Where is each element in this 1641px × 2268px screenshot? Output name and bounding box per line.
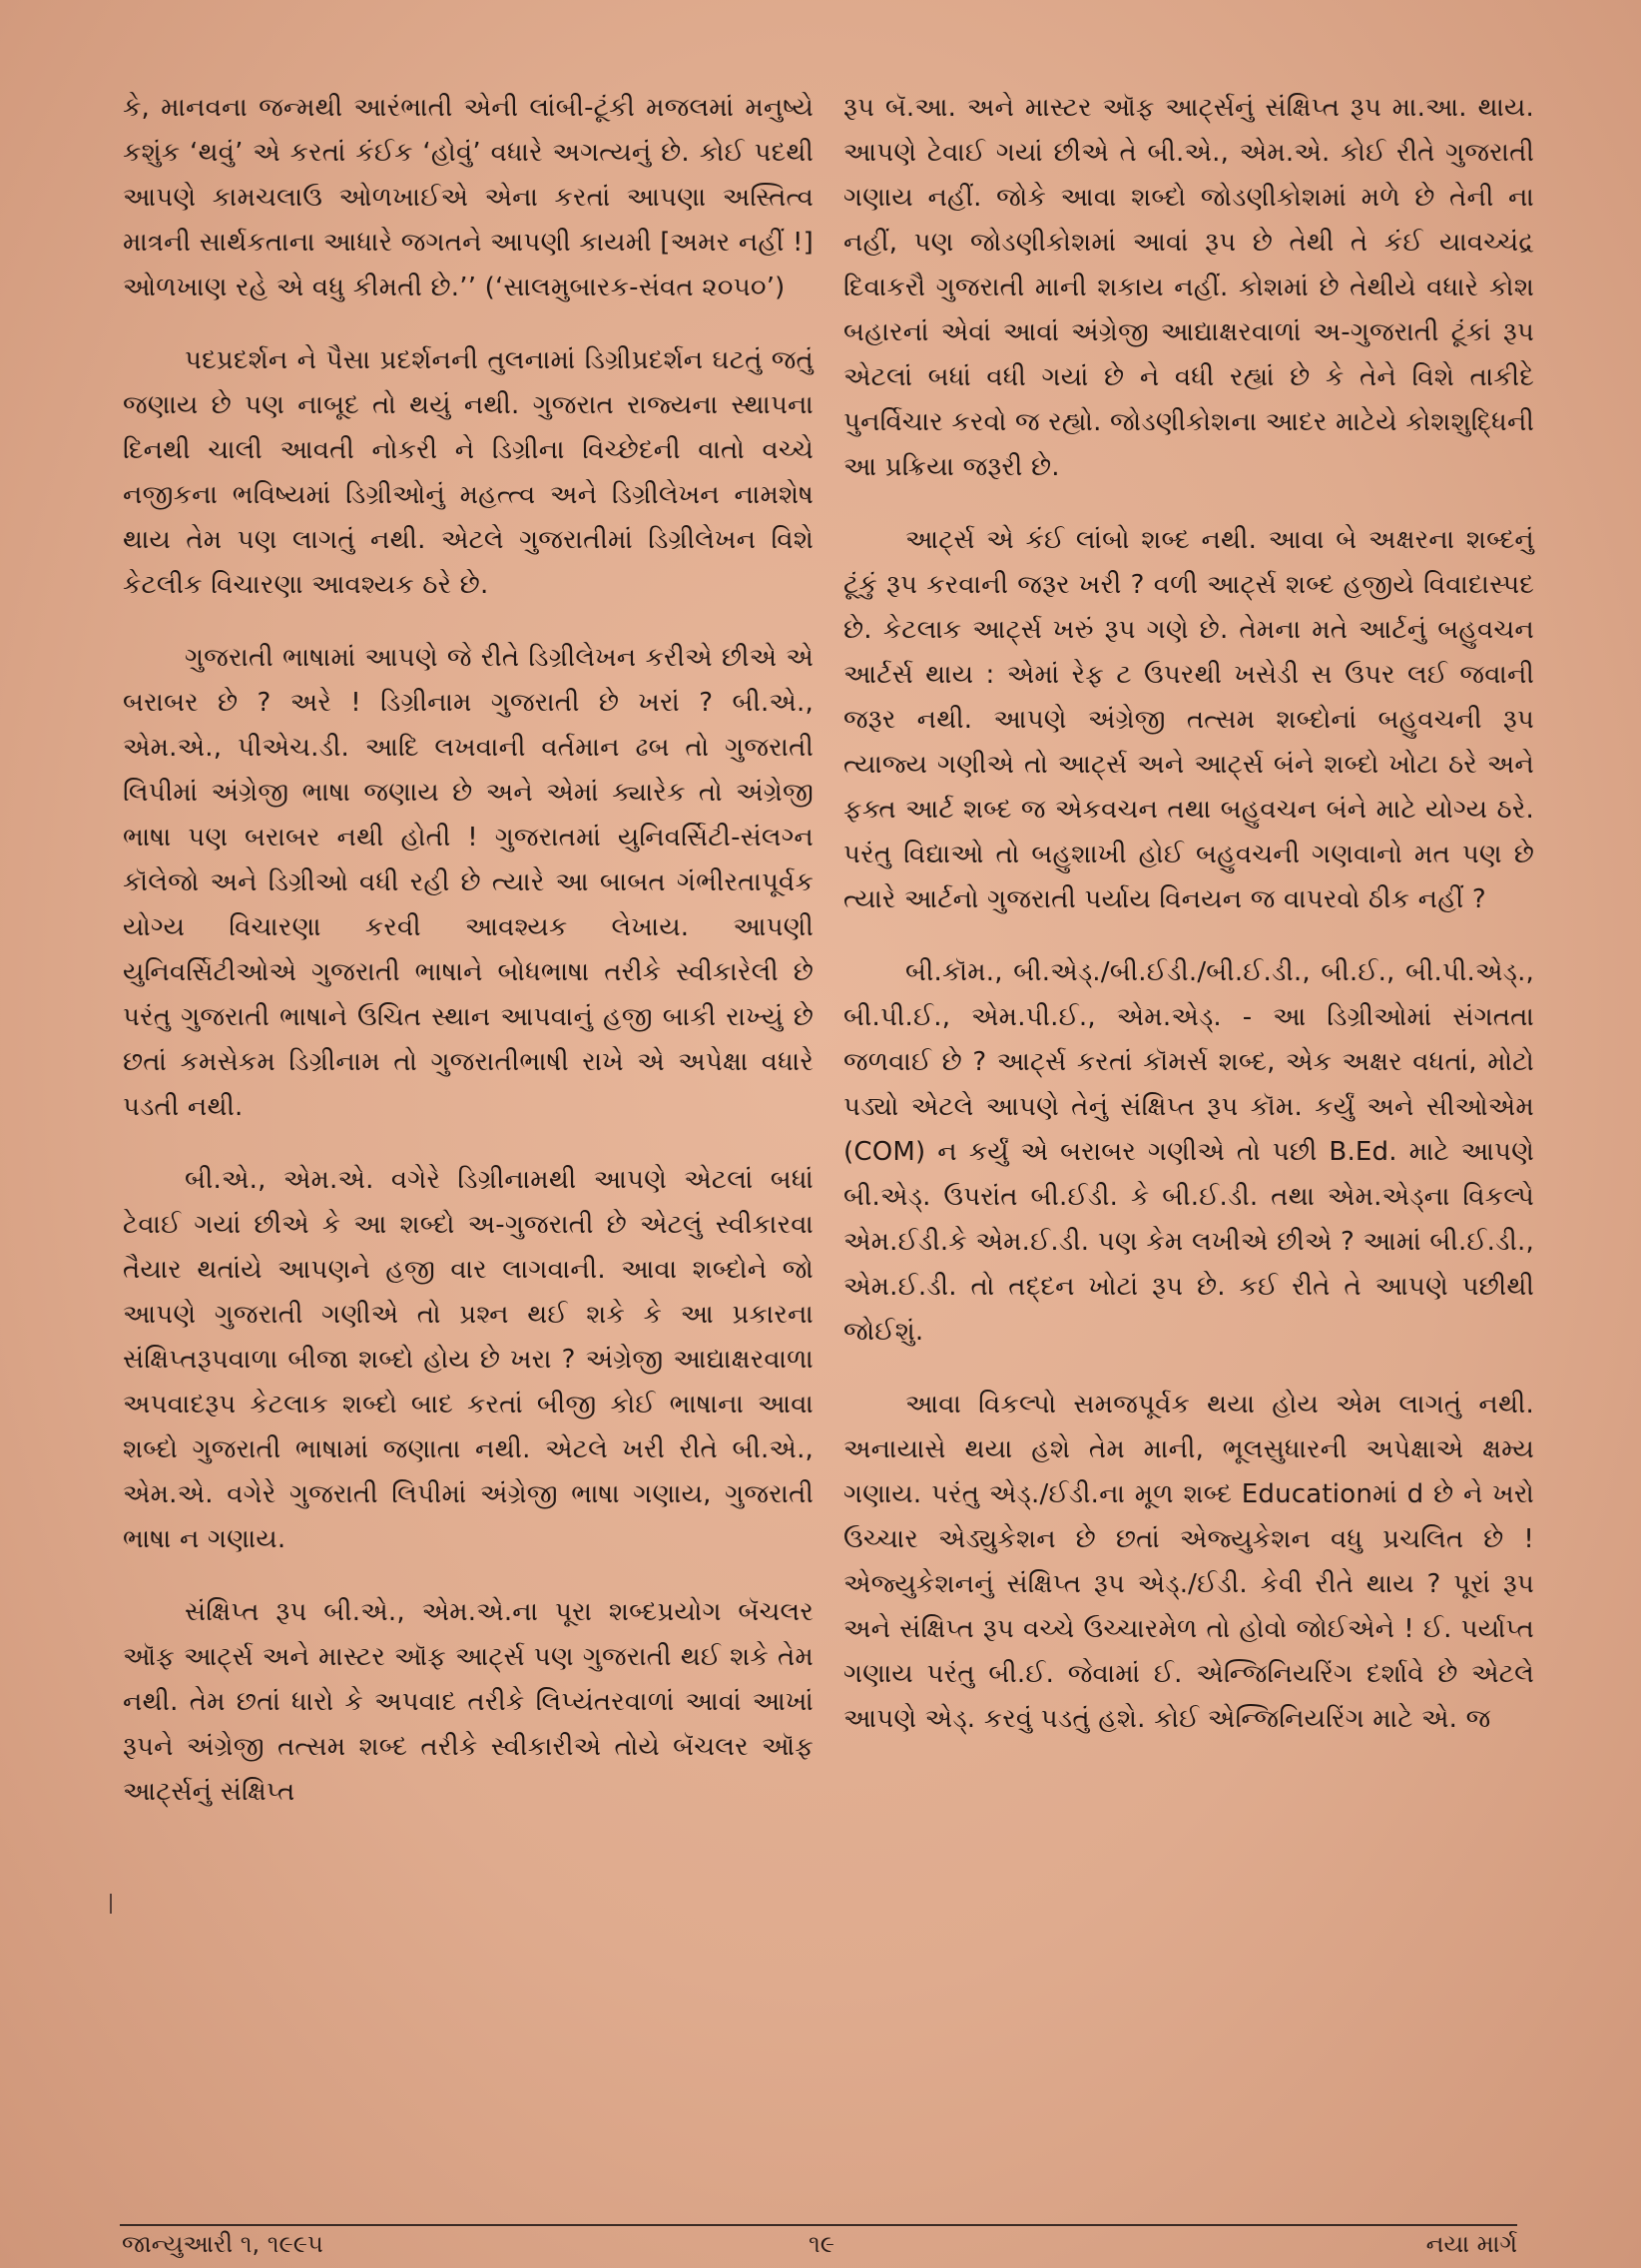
paragraph: કે, માનવના જન્મથી આરંભાતી એની લાંબી-ટૂંકી મજલમાં મનુષ્યે કશુંક ‘થવું’ એ કરતાં કંઈક ‘હોવું’ વધારે અગત્યનું છે. કોઈ પદથી આપણે કામચલાઉ ઓળખાઈએ એના કરતાં આપણા અસ્તિત્વ માત્રની સાર્થકતાના આધારે જગતને આપણી કાયમી [અમર નહીં !] ઓળખાણ રહે એ વધુ કીમતી છે.’’ (‘સાલમુબારક-સંવત ૨૦૫૦’) (123, 93, 814, 302)
paragraph: આર્ટ્સ એ કંઈ લાંબો શબ્દ નથી. આવા બે અક્ષરના શબ્દનું ટૂંકું રૂપ કરવાની જરૂર ખરી ? વળી આર્ટ્સ શબ્દ હજીયે વિવાદાસ્પદ છે. કેટલાક આર્ટ્સ ખરું રૂપ ગણે છે. તેમના મતે આર્ટનું બહુવચન આર્ટર્સ થાય : એમાં રેફ ટ ઉપરથી ખસેડી સ ઉપર લઈ જવાની જરૂર નથી. આપણે અંગ્રેજી તત્સમ શબ્દોનાં બહુવચની રૂપ ત્યાજ્ય ગણીએ તો આર્ટ્સ અને આર્ટ્સ બંને શબ્દો ખોટા ઠરે અને ફક્ત આર્ટ શબ્દ જ એકવચન તથા બહુવચન બંને માટે યોગ્ય ઠરે. પરંતુ વિદ્યાઓ તો બહુશાખી હોઈ બહુવચની ગણવાનો મત પણ છે ત્યારે આર્ટનો ગુજરાતી પર્યાય વિનયન જ વાપરવો ઠીક નહીં ? (843, 525, 1534, 914)
page-number: ૧૯ (809, 2230, 834, 2258)
paragraph: રૂપ બૅ.આ. અને માસ્ટર ઑફ આર્ટ્સનું સંક્ષિપ્ત રૂપ મા.આ. થાય. આપણે ટેવાઈ ગયાં છીએ તે બી.એ., એમ.એ. કોઈ રીતે ગુજરાતી ગણાય નહીં. જોકે આવા શબ્દો જોડણીકોશમાં મળે છે તેની ના નહીં, પણ જોડણીકોશમાં આવાં રૂપ છે તેથી તે કંઈ યાવચ્ચંદ્ર દિવાકરૌ ગુજરાતી માની શકાય નહીં. કોશમાં છે તેથીયે વધારે કોશ બહારનાં એવાં આવાં અંગ્રેજી આદ્યાક્ષરવાળાં અ-ગુજરાતી ટૂંકાં રૂપ એટલાં બધાં વધી ગયાં છે ને વધી રહ્યાં છે કે તેને વિશે તાકીદે પુનર્વિચાર કરવો જ રહ્યો. જોડણીકોશના આદર માટેયે કોશશુદ્ધિની આ પ્રક્રિયા જરૂરી છે. (843, 93, 1534, 482)
margin-mark (110, 1894, 112, 1914)
left-column (123, 86, 814, 1839)
magazine-name: નયા માર્ગ (1425, 2230, 1517, 2258)
footer-date: જાન્યુઆરી ૧, ૧૯૯૫ (122, 2230, 323, 2258)
paragraph: બી.કૉમ., બી.એડ્./બી.ઈડી./બી.ઈ.ડી., બી.ઈ., બી.પી.એડ્., બી.પી.ઈ., એમ.પી.ઈ., એમ.એડ્. - આ ડિગ્રીઓમાં સંગતતા જળવાઈ છે ? આર્ટ્સ કરતાં કૉમર્સ શબ્દ, એક અક્ષર વધતાં, મોટો પડ્યો એટલે આપણે તેનું સંક્ષિપ્ત રૂપ કૉમ. કર્યું અને સીઓએમ (COM) ન કર્યું એ બરાબર ગણીએ તો પછી B.Ed. માટે આપણે બી.એડ્. ઉપરાંત બી.ઈડી. કે બી.ઈ.ડી. તથા એમ.એડ્ના વિકલ્પે એમ.ઈડી.કે એમ.ઈ.ડી. પણ કેમ લખીએ છીએ ? આમાં બી.ઈ.ડી., એમ.ઈ.ડી. તો તદ્દન ખોટાં રૂપ છે. કઈ રીતે તે આપણે પછીથી જોઈશું. (843, 957, 1534, 1347)
paragraph: બી.એ., એમ.એ. વગેરે ડિગ્રીનામથી આપણે એટલાં બધાં ટેવાઈ ગયાં છીએ કે આ શબ્દો અ-ગુજરાતી છે એટલું સ્વીકારવા તૈયાર થતાંયે આપણને હજી વાર લાગવાની. આવા શબ્દોને જો આપણે ગુજરાતી ગણીએ તો પ્રશ્ન થઈ શકે કે આ પ્રકારના સંક્ષિપ્તરૂપવાળા બીજા શબ્દો હોય છે ખરા ? અંગ્રેજી આદ્યાક્ષરવાળા અપવાદરૂપ કેટલાક શબ્દો બાદ કરતાં બીજી કોઈ ભાષાના આવા શબ્દો ગુજરાતી ભાષામાં જણાતા નથી. એટલે ખરી રીતે બી.એ., એમ.એ. વગેરે ગુજરાતી લિપીમાં અંગ્રેજી ભાષા ગણાય, ગુજરાતી ભાષા ન ગણાય. (123, 1165, 814, 1554)
right-column (843, 86, 1534, 1766)
paragraph: સંક્ષિપ્ત રૂપ બી.એ., એમ.એ.ના પૂરા શબ્દપ્રયોગ બૅચલર ઑફ આર્ટ્સ અને માસ્ટર ઑફ આર્ટ્સ પણ ગુજરાતી થઈ શકે તેમ નથી. તેમ છતાં ધારો કે અપવાદ તરીકે લિપ્યંતરવાળાં આવાં આખાં રૂપને અંગ્રેજી તત્સમ શબ્દ તરીકે સ્વીકારીએ તોયે બૅચલર ઑફ આર્ટ્સનું સંક્ષિપ્ત (123, 1597, 814, 1807)
paragraph: આવા વિકલ્પો સમજપૂર્વક થયા હોય એમ લાગતું નથી. અનાયાસે થયા હશે તેમ માની, ભૂલસુધારની અપેક્ષાએ ક્ષમ્ય ગણાય. પરંતુ એડ્./ઈડી.ના મૂળ શબ્દ Educationમાં d છે ને ખરો ઉચ્ચાર એડ્યુકેશન છે છતાં એજ્યુકેશન વધુ પ્રચલિત છે ! એજ્યુકેશનનું સંક્ષિપ્ત રૂપ એડ્./ઈડી. કેવી રીતે થાય ? પૂરાં રૂપ અને સંક્ષિપ્ત રૂપ વચ્ચે ઉચ્ચારમેળ તો હોવો જોઈએને ! ઈ. પર્યાપ્ત ગણાય પરંતુ બી.ઈ. જેવામાં ઈ. એન્જિનિયરિંગ દર્શાવે છે એટલે આપણે એડ્. કરવું પડતું હશે. કોઈ એન્જિનિયરિંગ માટે એ. જ (843, 1390, 1534, 1734)
footer-rule (120, 2224, 1517, 2226)
paragraph: ગુજરાતી ભાષામાં આપણે જે રીતે ડિગ્રીલેખન કરીએ છીએ એ બરાબર છે ? અરે ! ડિગ્રીનામ ગુજરાતી છે ખરાં ? બી.એ., એમ.એ., પીએચ.ડી. આદિ લખવાની વર્તમાન ઢબ તો ગુજરાતી લિપીમાં અંગ્રેજી ભાષા જણાય છે અને એમાં ક્યારેક તો અંગ્રેજી ભાષા પણ બરાબર નથી હોતી ! ગુજરાતમાં યુનિવર્સિટી-સંલગ્ન કૉલેજો અને ડિગ્રીઓ વધી રહી છે ત્યારે આ બાબત ગંભીરતાપૂર્વક યોગ્ય વિચારણા કરવી આવશ્યક લેખાય. આપણી યુનિવર્સિટીઓએ ગુજરાતી ભાષાને બોધભાષા તરીકે સ્વીકારેલી છે પરંતુ ગુજરાતી ભાષાને ઉચિત સ્થાન આપવાનું હજી બાકી રાખ્યું છે છતાં કમસેકમ ડિગ્રીનામ તો ગુજરાતીભાષી રાખે એ અપેક્ષા વધારે પડતી નથી. (123, 643, 814, 1122)
paragraph: પદપ્રદર્શન ને પૈસા પ્રદર્શનની તુલનામાં ડિગ્રીપ્રદર્શન ઘટતું જતું જણાય છે પણ નાબૂદ તો થયું નથી. ગુજરાત રાજ્યના સ્થાપના દિનથી ચાલી આવતી નોકરી ને ડિગ્રીના વિચ્છેદની વાતો વચ્ચે નજીકના ભવિષ્યમાં ડિગ્રીઓનું મહત્ત્વ અને ડિગ્રીલેખન નામશેષ થાય તેમ પણ લાગતું નથી. એટલે ગુજરાતીમાં ડિગ્રીલેખન વિશે કેટલીક વિચારણા આવશ્યક ઠરે છે. (123, 345, 814, 600)
